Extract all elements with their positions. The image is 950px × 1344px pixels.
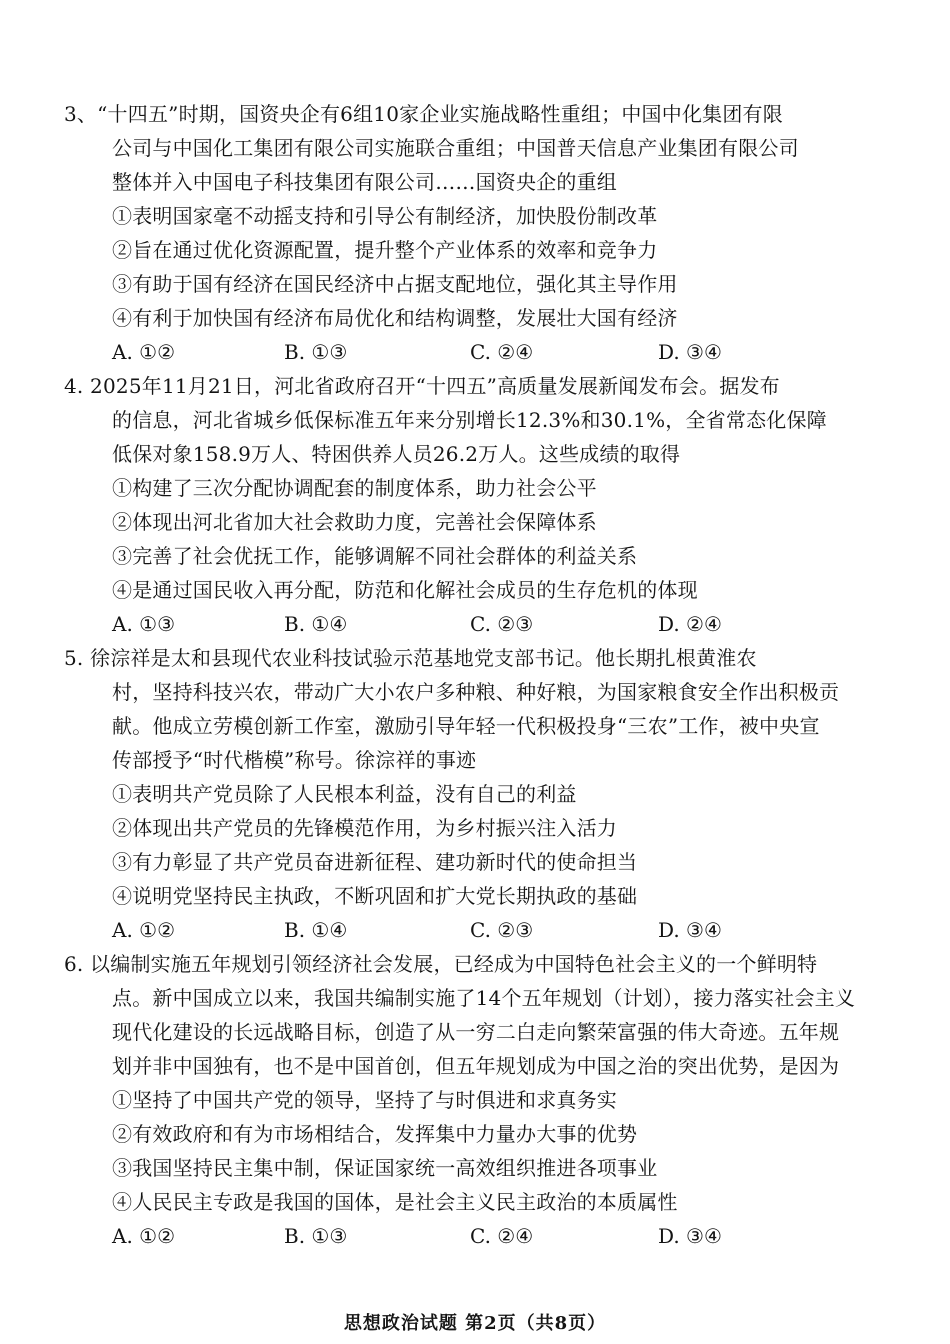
- question-stem-line: 村，坚持科技兴农，带动广大小农户多种粮、种好粮，为国家粮食安全作出积极贡: [112, 680, 840, 704]
- choice-b: B. ①④: [284, 918, 348, 942]
- answer-choices: [88, 607, 848, 641]
- question-3: [64, 97, 848, 369]
- statement-option: ①构建了三次分配协调配套的制度体系，助力社会公平: [112, 476, 597, 500]
- choice-a: A. ①③: [112, 612, 176, 636]
- statement-option: ④人民民主专政是我国的国体，是社会主义民主政治的本质属性: [112, 1190, 678, 1214]
- statement-option: ④说明党坚持民主执政，不断巩固和扩大党长期执政的基础: [112, 884, 638, 908]
- question-stem-line: 3、“十四五”时期，国资央企有6组10家企业实施战略性重组；中国中化集团有限: [64, 102, 783, 126]
- statement-option: ③完善了社会优抚工作，能够调解不同社会群体的利益关系: [112, 544, 638, 568]
- statement-option: ①表明共产党员除了人民根本利益，没有自己的利益: [112, 782, 577, 806]
- statement-option: ③我国坚持民主集中制，保证国家统一高效组织推进各项事业: [112, 1156, 658, 1180]
- choice-b: B. ①④: [284, 612, 348, 636]
- statement-option: ②体现出河北省加大社会救助力度，完善社会保障体系: [112, 510, 597, 534]
- question-stem-line: 献。他成立劳模创新工作室，激励引导年轻一代积极投身“三农”工作，被中央宣: [112, 714, 820, 738]
- choice-c: C. ②③: [470, 918, 534, 942]
- statement-option: ①表明国家毫不动摇支持和引导公有制经济，加快股份制改革: [112, 204, 658, 228]
- statement-option: ②体现出共产党员的先锋模范作用，为乡村振兴注入活力: [112, 816, 617, 840]
- answer-choices: [88, 335, 848, 369]
- statement-option: ④是通过国民收入再分配，防范和化解社会成员的生存危机的体现: [112, 578, 698, 602]
- question-stem-line: 整体并入中国电子科技集团有限公司……国资央企的重组: [112, 170, 617, 194]
- statement-option: ②旨在通过优化资源配置，提升整个产业体系的效率和竞争力: [112, 238, 658, 262]
- question-stem-line: 现代化建设的长远战略目标，创造了从一穷二白走向繁荣富强的伟大奇迹。五年规: [112, 1020, 840, 1044]
- choice-b: B. ①③: [284, 340, 348, 364]
- choice-d: D. ③④: [658, 340, 722, 364]
- choice-c: C. ②④: [470, 1224, 534, 1248]
- question-stem-line: 5. 徐淙祥是太和县现代农业科技试验示范基地党支部书记。他长期扎根黄淮农: [64, 646, 757, 670]
- choice-a: A. ①②: [112, 1224, 176, 1248]
- statement-option: ①坚持了中国共产党的领导，坚持了与时俱进和求真务实: [112, 1088, 617, 1112]
- question-6: [64, 947, 856, 1253]
- choice-a: A. ①②: [112, 918, 176, 942]
- statement-option: ④有利于加快国有经济布局优化和结构调整，发展壮大国有经济: [112, 306, 678, 330]
- question-stem-line: 点。新中国成立以来，我国共编制实施了14个五年规划（计划），接力落实社会主义: [112, 986, 856, 1010]
- choice-d: D. ②④: [658, 612, 722, 636]
- question-stem-line: 公司与中国化工集团有限公司实施联合重组；中国普天信息产业集团有限公司: [112, 136, 799, 160]
- choice-c: C. ②③: [470, 612, 534, 636]
- question-stem-line: 6. 以编制实施五年规划引领经济社会发展，已经成为中国特色社会主义的一个鲜明特: [64, 952, 818, 976]
- statement-option: ③有力彰显了共产党员奋进新征程、建功新时代的使命担当: [112, 850, 638, 874]
- choice-d: D. ③④: [658, 1224, 722, 1248]
- answer-choices: [88, 913, 848, 947]
- choice-a: A. ①②: [112, 340, 176, 364]
- page-footer: 思想政治试题 第2页（共8页）: [343, 1313, 607, 1334]
- question-stem-line: 4. 2025年11月21日，河北省政府召开“十四五”高质量发展新闻发布会。据发布: [64, 374, 780, 398]
- question-4: [64, 369, 848, 641]
- question-stem-line: 传部授予“时代楷模”称号。徐淙祥的事迹: [112, 748, 477, 772]
- choice-c: C. ②④: [470, 340, 534, 364]
- question-stem-line: 划并非中国独有，也不是中国首创，但五年规划成为中国之治的突出优势，是因为: [112, 1054, 840, 1078]
- statement-option: ③有助于国有经济在国民经济中占据支配地位，强化其主导作用: [112, 272, 678, 296]
- question-stem-line: 的信息，河北省城乡低保标准五年来分别增长12.3%和30.1%，全省常态化保障: [112, 408, 827, 432]
- choice-d: D. ③④: [658, 918, 722, 942]
- question-stem-line: 低保对象158.9万人、特困供养人员26.2万人。这些成绩的取得: [112, 442, 681, 466]
- choice-b: B. ①③: [284, 1224, 348, 1248]
- statement-option: ②有效政府和有为市场相结合，发挥集中力量办大事的优势: [112, 1122, 638, 1146]
- question-5: [64, 641, 848, 947]
- answer-choices: [88, 1219, 848, 1253]
